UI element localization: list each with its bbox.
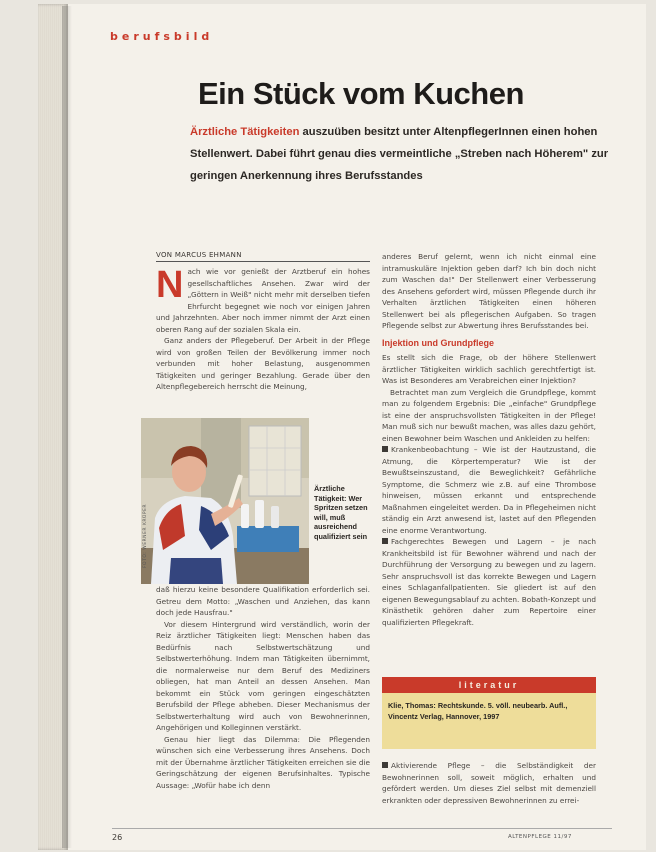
page-number: 26 [112,833,123,842]
right-column [382,251,596,628]
left-column-bottom [156,584,370,791]
square-bullet-icon [382,446,388,452]
photo-credit: FOTO: WERNER KRÜPER [143,504,148,569]
magazine-page [68,4,646,850]
left-column-top [156,266,370,393]
bullet-text: Fachgerechtes Bewegen und Lagern – je nach Krankheitsbild ist für Bewohner während und nach der Durchführung der Versorgung zu bewegen und zu lagern. Sehr anspruchsvoll ist das korrekte Bewegen und Lagern eines Schlaganfallpatienten. Sie gliedert ist auf den eigenen Bewegungsablauf zu achten. Bobath-Konzept und Kinästhetik gehören daher zum Repertoire einer qualifizierten Pflegekraft. [382,537,596,627]
left-paragraph-1: ach wie vor genießt der Arztberuf ein hohes gesellschaftliches Ansehen. Zwar wird der „Göttern in Weiß" nicht mehr mit derselben tiefen Ehrfurcht begegnet wie noch vor einigen Jahren und Jahrzehnten. Aber noch immer nimmt der Arzt einen oberen Rang auf der sozialen Skala ein. [156,267,370,334]
right-paragraph-3: Betrachtet man zum Vergleich die Grundpflege, kommt man zu folgendem Ergebnis: Die „einfache" Grundpflege ist eine der anspruchsvollsten Tätigkeiten in der Pflege! Man muß sich nur bewußt machen, was alles dazu gehört, einen Bewohner beim Waschen und Ankleiden zu helfen: [382,387,596,443]
square-bullet-icon [382,762,388,768]
square-bullet-icon [382,538,388,544]
section-kicker: berufsbild [110,30,214,43]
lead-rest: auszuüben besitzt unter AltenpflegerInnen einen hohen Stellenwert. Dabei führt genau dies vermeintliche „Streben nach Höherem" zur geringen Anerkennung ihres Berufsstandes [190,126,609,182]
bullet-text: Krankenbeobachtung – Wie ist der Hautzustand, die Atmung, die Körpertemperatur? Wie ist der Bewußtseinszustand, die Beweglichkeit? Gefährliche Symptome, die Schmerz wie z.B. auf eine Thrombose hinweisen, müssen erkannt und entsprechende Maßnahmen eingeleitet werden. Da in Pflegeheimen nicht ständig ein Arzt anwesend ist, lastet auf den Pflegenden eine enorme Verantwortung. [382,445,596,535]
subhead: Injektion und Grundpflege [382,337,494,348]
bullet-item [382,536,596,628]
right-paragraph-2: Es stellt sich die Frage, ob der höhere Stellenwert ärztlicher Tätigkeiten wirklich sachlich gerechtfertigt ist. Was ist Besonderes am Verabreichen einer Injektion? [382,353,596,385]
left-paragraph-4: Vor diesem Hintergrund wird verständlich, worin der Reiz ärztlicher Tätigkeiten liegt: Menschen haben das Bedürfnis nach Selbstwertschätzung und Selbstwerterhöhung. Indem man Tätigkeiten übernimmt, die normalerweise nur dem Beruf des Mediziners obliegen, hat man Anteil an dessen Ansehen. Man bekommt ein Stück vom geringen eingeschätzten Berufsbild der Pflege abheben. Dieser Mechanismus der Selbstwerterhaltung wird auch von Bewohnerinnen, Angehörigen und Kolleginnen verstärkt. [156,619,370,732]
left-paragraph-3: daß hierzu keine besondere Qualifikation erforderlich sei. Getreu dem Motto: „Waschen und Anziehen, das kann doch jede Hausfrau." [156,585,370,617]
byline: VON MARCUS EHMANN [156,251,370,262]
magazine-issue: ALTENPFLEGE 11/97 [508,834,572,840]
dropcap: N [156,264,184,306]
photo-caption: Ärztliche Tätigkeit: Wer Spritzen setzen will, muß ausreichend qualifiziert sein [314,484,368,541]
bullet-text: Aktivierende Pflege – die Selbständigkeit der Bewohnerinnen soll, soweit möglich, erhalten und gefördert werden. Um dieses Ziel selbst mit demenziell erkrankten oder depressiven Bewohnerinnen zu errei- [382,761,596,805]
right-paragraph-1: anderes Beruf gelernt, wenn ich nicht einmal eine intramuskuläre Injektion geben darf? Ich bin doch nicht zum Waschen da!" Der Stellenwert einer Verbesserung des Ansehens gefordert wird, müssen Pflegende durch ihr Verhalten ärztlichen Tätigkeiten einen höheren Stellenwert bei als pflegerischen Aufgaben. So tragen Pflegende selbst zur Abwertung ihres Berufsstandes bei. [382,252,596,330]
bullet-item [382,444,596,536]
bullet-item [382,760,596,806]
article-lead [190,121,610,187]
nurse-photo [141,418,309,584]
right-column-bottom [382,760,596,806]
article-title: Ein Stück vom Kuchen [198,76,524,111]
literature-text: Klie, Thomas: Rechtskunde. 5. völl. neubearb. Aufl., Vincentz Verlag, Hannover, 1997 [388,701,568,721]
left-paragraph-5: Genau hier liegt das Dilemma: Die Pflegenden wünschen sich eine Verbesserung ihres Ansehens. Doch mit der Übernahme ärztlicher Tätigkeiten erreichen sie die Geringschätzung der eigenen Berufsinhaltes. Typische Aussage: „Wofür habe ich denn [156,734,370,790]
lead-highlight: Ärztliche Tätigkeiten [190,126,300,138]
footer-rule [112,828,612,829]
gutter-shadow [62,6,72,848]
nurse-illustration [141,418,309,584]
literature-heading: literatur [382,677,596,693]
left-paragraph-2: Ganz anders der Pflegeberuf. Der Arbeit in der Pflege wird von großen Teilen der Bevölkerung immer noch verbunden mit hoher Belastung, ausgenommen Tätigkeiten und geringer Bezahlung. Gerade über den Altenpflegebereich herrscht die Meinung, [156,336,370,391]
